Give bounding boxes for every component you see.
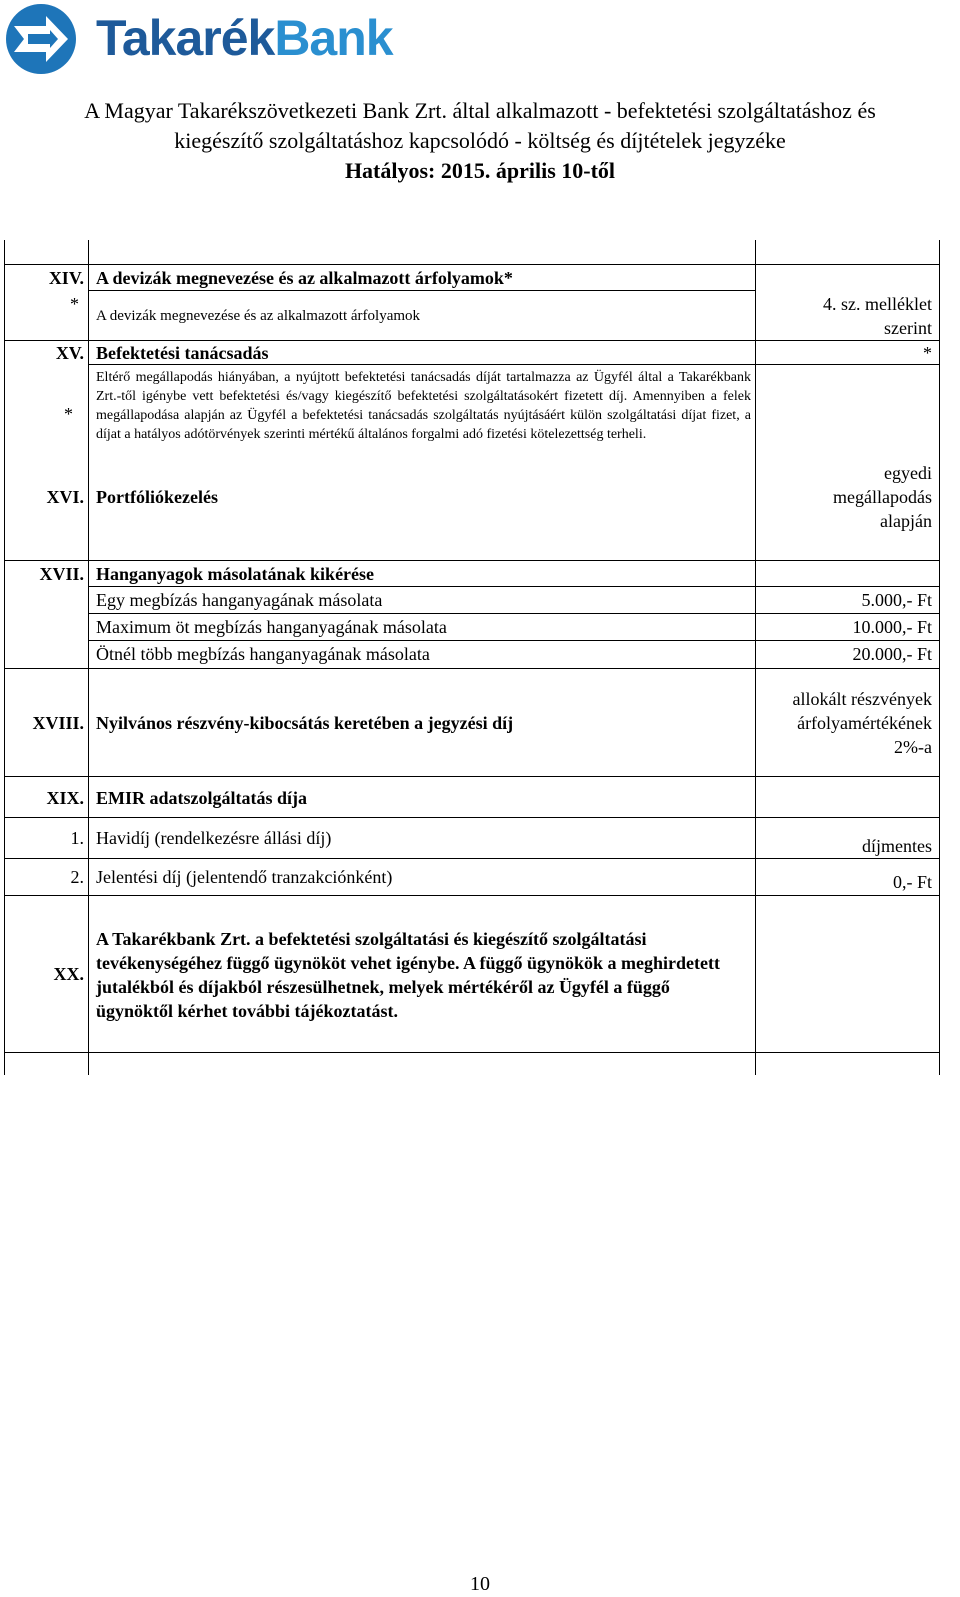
takarekbank-logo (6, 4, 426, 76)
table-row-fee: díjmentes (862, 836, 932, 856)
table-row-label: Ötnél több megbízás hanganyagának másolata (96, 644, 430, 664)
table-divider-num (88, 240, 89, 1075)
row-number: 1. (70, 828, 84, 848)
table-row-label: Jelentési díj (jelentendő tranzakciónként) (96, 867, 393, 887)
fee-value: 4. sz. melléklet szerint (823, 294, 932, 338)
row-label: A devizák megnevezése és az alkalmazott árfolyamok (96, 308, 421, 324)
section-description: A Takarékbank Zrt. a befektetési szolgáltatási és kiegészítő szolgáltatási tevékenységéhez függő ügynököt vehet igénybe. A függő ügynökök a meghirdetett jutalékból és díjakból részesülhetnek, melyek mértékéről az Ügyfél a függő ügynöktől kérhet további tájékoztatást. (96, 929, 720, 1021)
table-border-right (939, 240, 940, 1075)
table-row-fee: 0,- Ft (892, 872, 932, 892)
row-divider (88, 586, 940, 587)
section-title: EMIR adatszolgáltatás díja (96, 788, 307, 808)
section-number: XVIII. (32, 713, 84, 733)
arrow-icon (6, 4, 76, 74)
header-line-2: kiegészítő szolgáltatáshoz kapcsolódó - költség és díjtételek jegyzéke (174, 128, 786, 153)
section-number: XV. (55, 343, 84, 363)
table-divider-fee (755, 240, 756, 1075)
table-row-label: Maximum öt megbízás hanganyagának másolata (96, 617, 447, 637)
row-divider (88, 290, 756, 291)
section-description: Eltérő megállapodás hiányában, a nyújtott befektetési tanácsadás díját tartalmazza az Ügyfél által a Takarékbank Zrt.-től igénybe vett befektetési és/vagy kiegészítő befektetési szolgáltatásokért fizetett díj. Amennyiben a felek megállapodása alapján az Ügyfél a befektetési tanácsadás szolgáltatás nyújtásáért külön szolgáltatási díjat fizet, a díjat a hatályos adótörvények szerinti mértékű általános forgalmi adó fizetési kötelezettség terheli. (96, 370, 751, 442)
row-divider (4, 895, 940, 896)
table-row-label: Havidíj (rendelkezésre állási díj) (96, 828, 332, 848)
section-number: XVII. (39, 564, 84, 584)
footnote-star: * (64, 404, 73, 424)
section-number: XVI. (46, 487, 84, 507)
row-divider (4, 776, 940, 777)
row-divider (4, 858, 940, 859)
table-border-left (4, 240, 5, 1075)
table-row-fee: 20.000,- Ft (852, 644, 932, 664)
fee-value: allokált részvények árfolyamértékének 2%-a (792, 689, 932, 757)
fee-value: egyedi megállapodás alapján (833, 463, 932, 531)
section-title: Hanganyagok másolatának kikérése (96, 564, 375, 584)
fee-table (4, 240, 960, 1075)
table-row-fee: 10.000,- Ft (852, 617, 932, 637)
page-number: 10 (470, 1573, 490, 1595)
document-header (0, 96, 960, 186)
row-divider (4, 264, 940, 265)
table-border-bottom (4, 1052, 940, 1053)
table-row-fee: 5.000,- Ft (861, 590, 932, 610)
header-line-1: A Magyar Takarékszövetkezeti Bank Zrt. által alkalmazott - befektetési szolgáltatáshoz és (84, 98, 876, 123)
row-divider (4, 560, 940, 561)
row-divider (88, 613, 940, 614)
section-title: A devizák megnevezése és az alkalmazott árfolyamok* (96, 268, 513, 288)
effective-date: Hatályos: 2015. április 10-től (344, 158, 616, 183)
section-title: Befektetési tanácsadás (96, 343, 269, 363)
section-number: XIX. (46, 788, 84, 808)
fee-value: * (923, 343, 932, 363)
logo-wordmark: TakarékBank (96, 10, 393, 66)
section-number: XIV. (48, 268, 84, 288)
section-title: Nyilvános részvény-kibocsátás keretében a jegyzési díj (96, 713, 514, 733)
footnote-star: * (70, 294, 79, 314)
row-divider (88, 640, 940, 641)
section-number: XX. (53, 964, 84, 984)
row-divider (4, 668, 940, 669)
row-number: 2. (70, 867, 84, 887)
section-title: Portfóliókezelés (96, 487, 218, 507)
table-row-label: Egy megbízás hanganyagának másolata (96, 590, 383, 610)
row-divider (4, 817, 940, 818)
